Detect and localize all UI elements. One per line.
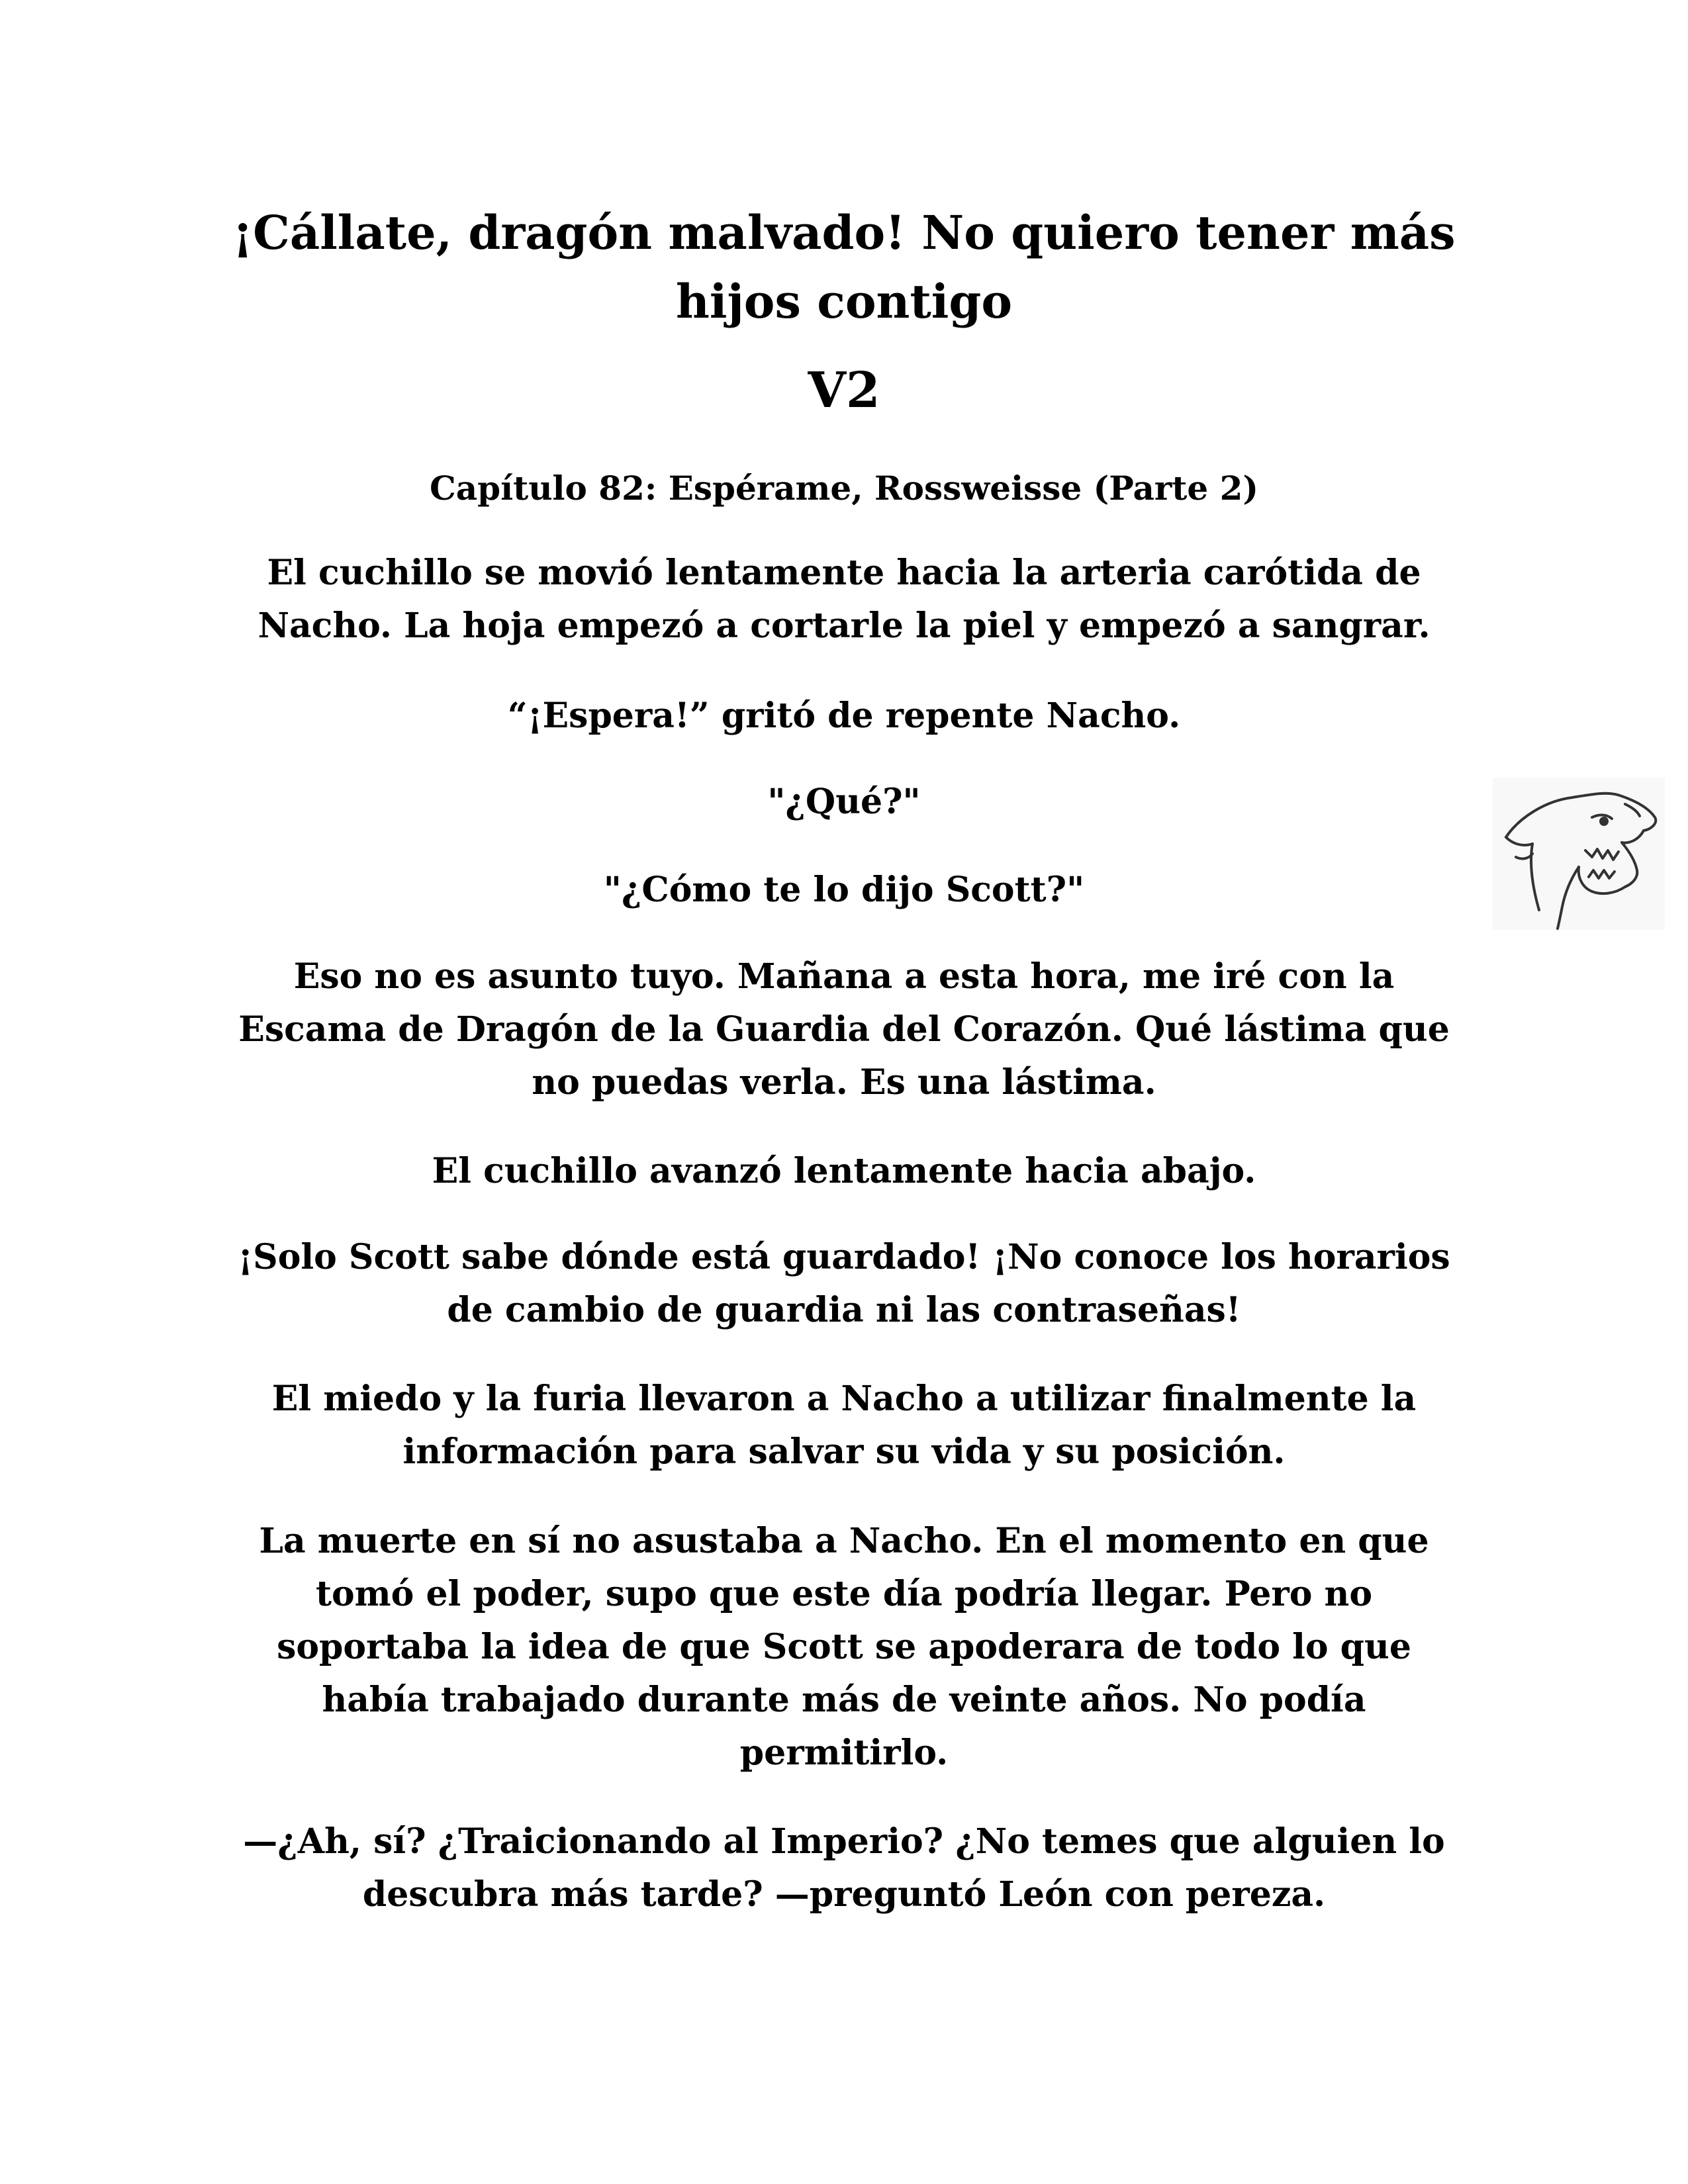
paragraph: "¿Cómo te lo dijo Scott?" [603,870,1085,910]
paragraph: "¿Qué?" [767,782,921,822]
chapter-heading: Capítulo 82: Espérame, Rossweisse (Parte 2) [429,469,1259,508]
paragraph: El cuchillo avanzó lentamente hacia abajo. [432,1151,1256,1191]
paragraph: ¡Solo Scott sabe dónde está guardado! ¡No conoce los horarios de cambio de guardia ni las contraseñas! [238,1237,1450,1330]
volume-label: V2 [808,362,880,419]
paragraph: —¿Ah, sí? ¿Traicionando al Imperio? ¿No temes que alguien lo descubra más tarde? —preguntó León con pereza. [243,1821,1445,1915]
paragraph: Eso no es asunto tuyo. Mañana a esta hora, me iré con la Escama de Dragón de la Guardia del Corazón. Qué lástima que no puedas verla. Es una lástima. [238,956,1450,1103]
document-title: ¡Cállate, dragón malvado! No quiero tener más hijos contigo [232,205,1456,329]
paragraph: “¡Espera!” gritó de repente Nacho. [507,696,1181,736]
paragraph: El miedo y la furia llevaron a Nacho a utilizar finalmente la información para salvar su vida y su posición. [271,1379,1417,1472]
paragraph: La muerte en sí no asustaba a Nacho. En el momento en que tomó el poder, supo que este día podría llegar. Pero no soportaba la idea de que Scott se apoderara de todo lo que había trabajado durante más de veinte años. No podía permitirlo. [259,1521,1429,1773]
paragraph: El cuchillo se movió lentamente hacia la arteria carótida de Nacho. La hoja empezó a cortarle la piel y empezó a sangrar. [258,553,1430,646]
dinosaur-head-icon [1493,778,1665,930]
